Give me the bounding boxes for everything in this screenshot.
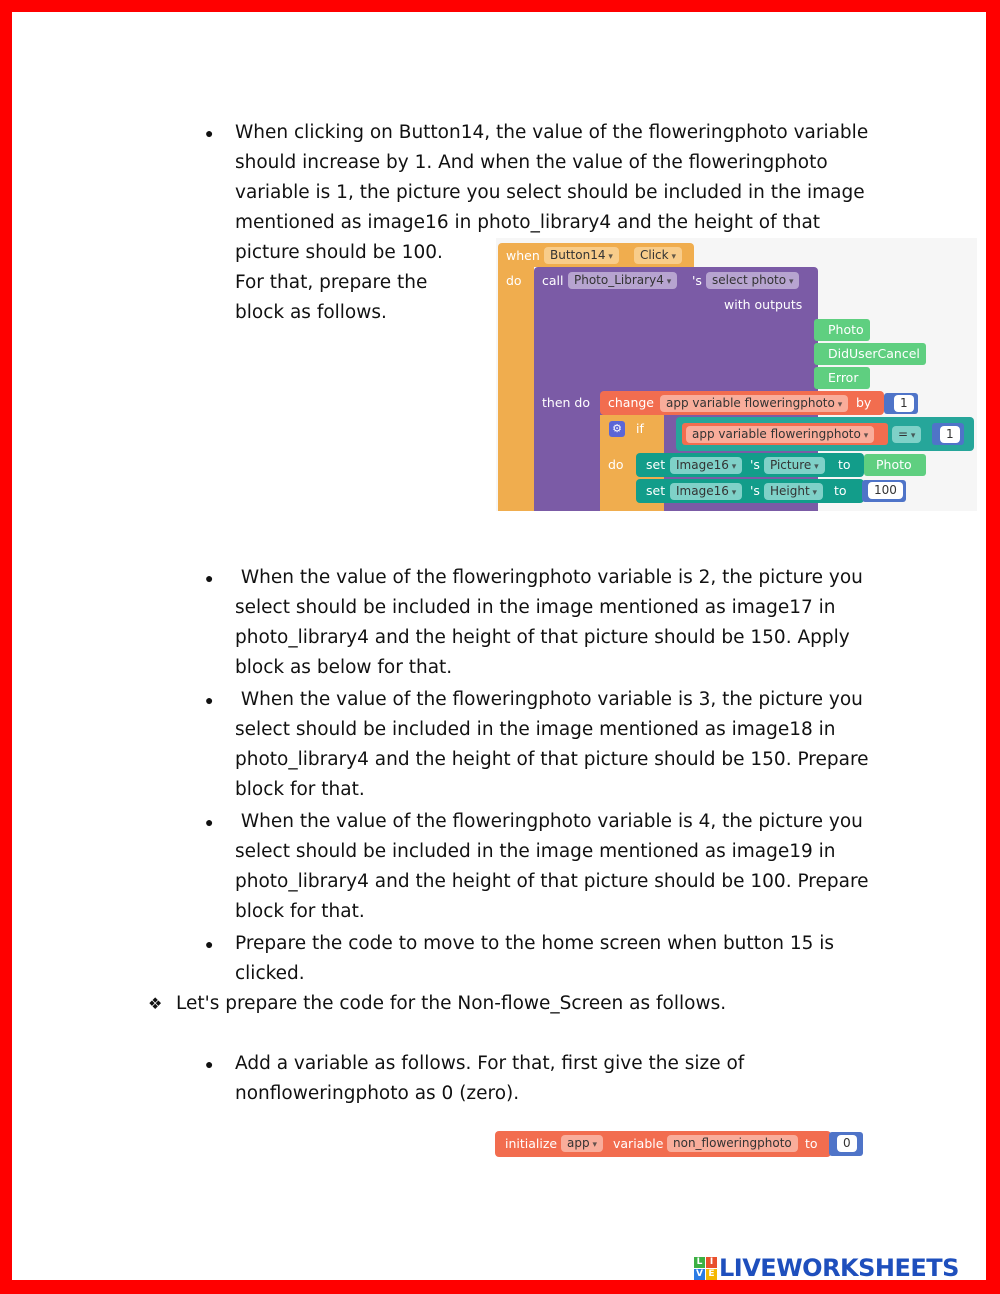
paragraph-line: block for that. [235, 901, 365, 922]
output-error-label: Error [828, 370, 859, 385]
by-number: 1 [894, 395, 914, 412]
paragraph-line: When the value of the floweringphoto variable is 2, the picture you [235, 567, 863, 588]
bullet-dot: ● [205, 1056, 214, 1072]
logo-icon-e: E [706, 1269, 717, 1280]
event-block-arm [498, 267, 534, 511]
variable-label: variable [613, 1136, 664, 1151]
do-label: do [506, 273, 522, 288]
method-dropdown: select photo ▾ [706, 272, 799, 289]
paragraph-line: When the value of the floweringphoto variable is 3, the picture you [235, 689, 863, 710]
library-dropdown: Photo_Library4 ▾ [568, 272, 677, 289]
set2-possessive: 's [750, 483, 760, 498]
paragraph-line: block as below for that. [235, 657, 453, 678]
output-cancel-label: DidUserCancel [828, 346, 920, 361]
bullet-dot: ● [205, 936, 214, 952]
possessive-label: 's [692, 273, 702, 288]
paragraph-line: Prepare the code to move to the home screen when button 15 is [235, 933, 835, 954]
paragraph-line: picture should be 100. [235, 242, 443, 263]
diamond-bullet-icon: ❖ [148, 994, 163, 1013]
variable-name: non_floweringphoto [667, 1135, 798, 1152]
scope-dropdown: app ▾ [561, 1135, 603, 1152]
bullet-dot: ● [205, 570, 214, 586]
liveworksheets-logo [694, 1254, 986, 1283]
paragraph-line: photo_library4 and the height of that picture should be 100. Prepare [235, 871, 869, 892]
click-dropdown: Click ▾ [634, 247, 682, 264]
paragraph-line: For that, prepare the [235, 272, 428, 293]
paragraph-line: select should be included in the image mentioned as image17 in [235, 597, 836, 618]
if-gear-icon: ⚙ [609, 421, 625, 437]
initialize-label: initialize [505, 1136, 558, 1151]
operator-dropdown: = ▾ [892, 426, 921, 443]
set2-value: 100 [868, 482, 903, 499]
paragraph-line: mentioned as image16 in photo_library4 and the height of that [235, 212, 821, 233]
paragraph-line: should increase by 1. And when the value of the floweringphoto [235, 152, 828, 173]
section-heading: Let's prepare the code for the Non-flowe_Screen as follows. [176, 993, 727, 1014]
paragraph-line: variable is 1, the picture you select should be included in the image [235, 182, 865, 203]
set1-to-label: to [838, 457, 851, 472]
to-label: to [805, 1136, 818, 1151]
initialize-variable-block [495, 1131, 865, 1157]
change-variable-dropdown: app variable floweringphoto ▾ [660, 395, 848, 412]
button-dropdown: Button14 ▾ [544, 247, 619, 264]
set-label: set [646, 457, 666, 472]
then-do-label: then do [542, 395, 590, 410]
logo-text: LIVEWORKSHEETS [719, 1254, 959, 1282]
set1-component-dropdown: Image16 ▾ [670, 457, 742, 474]
if-do-label: do [608, 457, 624, 472]
set1-property-dropdown: Picture ▾ [764, 457, 825, 474]
by-label: by [856, 395, 872, 410]
paragraph-line: photo_library4 and the height of that picture should be 150. Apply [235, 627, 850, 648]
set2-to-label: to [834, 483, 847, 498]
logo-icon-l: L [694, 1257, 705, 1268]
output-photo-label: Photo [828, 322, 864, 337]
eq-number: 1 [940, 426, 960, 443]
paragraph-line: Add a variable as follows. For that, first give the size of [235, 1053, 745, 1074]
set-label: set [646, 483, 666, 498]
paragraph-line: nonfloweringphoto as 0 (zero). [235, 1083, 520, 1104]
when-label: when [506, 248, 540, 263]
set2-component-dropdown: Image16 ▾ [670, 483, 742, 500]
paragraph-line: select should be included in the image mentioned as image19 in [235, 841, 836, 862]
value-number: 0 [837, 1135, 857, 1152]
bullet-dot: ● [205, 814, 214, 830]
logo-icon-v: V [694, 1269, 705, 1280]
with-outputs-label: with outputs [724, 297, 803, 312]
logo-icon-i: I [706, 1257, 717, 1268]
if-label: if [636, 421, 644, 436]
if-variable-dropdown: app variable floweringphoto ▾ [686, 426, 874, 443]
paragraph-line: block as follows. [235, 302, 387, 323]
paragraph-line: When clicking on Button14, the value of the floweringphoto variable [235, 122, 869, 143]
set1-possessive: 's [750, 457, 760, 472]
paragraph-line: select should be included in the image mentioned as image18 in [235, 719, 836, 740]
bullet-dot: ● [205, 125, 214, 141]
paragraph-line: clicked. [235, 963, 305, 984]
change-label: change [608, 395, 655, 410]
paragraph-line: block for that. [235, 779, 365, 800]
paragraph-line: When the value of the floweringphoto variable is 4, the picture you [235, 811, 863, 832]
bullet-dot: ● [205, 692, 214, 708]
set2-property-dropdown: Height ▾ [764, 483, 823, 500]
code-block-image [496, 238, 977, 511]
paragraph-line: photo_library4 and the height of that picture should be 150. Prepare [235, 749, 869, 770]
call-label: call [542, 273, 564, 288]
set1-value: Photo [876, 457, 912, 472]
